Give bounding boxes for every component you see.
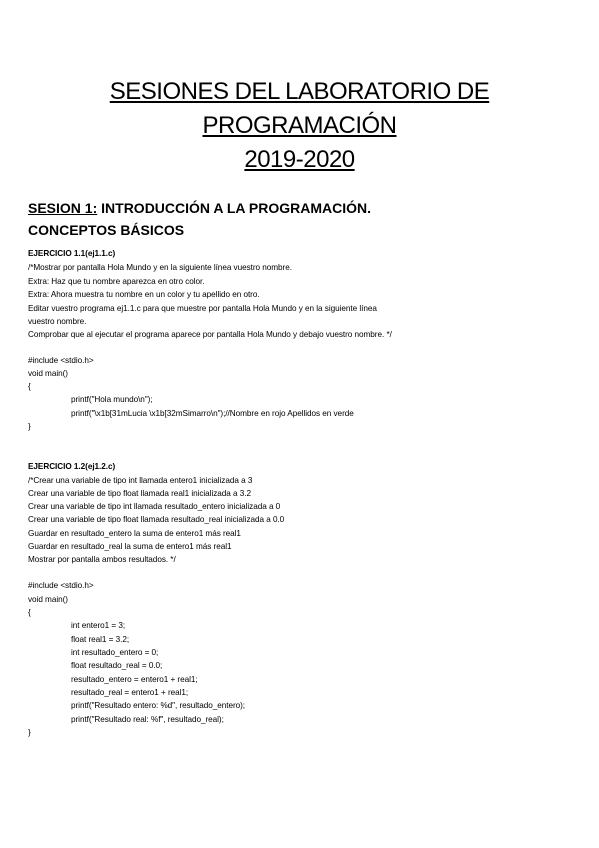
exercise-1-code-line: printf("\x1b[31mLucia \x1b[32mSimarro\n");//Nombre en rojo Apellidos en verde <box>71 409 354 418</box>
document-title-line-3: 2019-2020 <box>244 146 355 173</box>
exercise-2-code-line: float resultado_real = 0.0; <box>71 661 163 670</box>
exercise-1-statement-line: Editar vuestro programa ej1.1.c para que muestre por pantalla Hola Mundo y en la siguiente línea <box>28 304 377 313</box>
exercise-2-code-line: printf("Resultado entero: %d", resultado_entero); <box>71 701 246 710</box>
exercise-1-code-line: void main() <box>28 369 68 378</box>
exercise-1-code-line: { <box>28 382 31 391</box>
exercise-1-statement-line: Extra: Ahora muestra tu nombre en un color y tu apellido en otro. <box>28 290 260 299</box>
session-subtitle: CONCEPTOS BÁSICOS <box>28 222 185 239</box>
exercise-2-statement-line: Crear una variable de tipo float llamada real1 inicializada a 3.2 <box>28 489 251 498</box>
exercise-2-code-line: resultado_entero = entero1 + real1; <box>71 675 198 684</box>
exercise-2-code-line: { <box>28 608 31 617</box>
exercise-2-statement-line: /*Crear una variable de tipo int llamada entero1 inicializada a 3 <box>28 476 253 485</box>
exercise-2-code-line: printf("Resultado real: %f", resultado_real); <box>71 715 224 724</box>
session-title: INTRODUCCIÓN A LA PROGRAMACIÓN. <box>97 200 372 216</box>
exercise-1-code-line: printf("Hola mundo\n"); <box>71 395 153 404</box>
exercise-2-code-line: int resultado_entero = 0; <box>71 648 159 657</box>
exercise-2-code-line: } <box>28 728 31 737</box>
exercise-2-code-line: int entero1 = 3; <box>71 621 126 630</box>
document-title-line-2: PROGRAMACIÓN <box>202 112 397 139</box>
exercise-2-statement-line: Crear una variable de tipo int llamada resultado_entero inicializada a 0 <box>28 502 281 511</box>
exercise-1-header: EJERCICIO 1.1(ej1.1.c) <box>28 249 116 258</box>
session-label: SESION 1: <box>28 200 98 216</box>
session-heading <box>28 197 548 242</box>
exercise-1-code-line: #include <stdio.h> <box>28 356 94 365</box>
exercise-1-statement-line: Comprobar que al ejecutar el programa aparece por pantalla Hola Mundo y debajo vuestro nombre. */ <box>28 330 392 339</box>
exercise-2-statement-line: Mostrar por pantalla ambos resultados. */ <box>28 555 176 564</box>
exercise-2-statement-line: Guardar en resultado_entero la suma de entero1 más real1 <box>28 529 241 538</box>
exercise-1-code-line: } <box>28 422 31 431</box>
exercise-2-header: EJERCICIO 1.2(ej1.2.c) <box>28 462 116 471</box>
exercise-1-statement-line: vuestro nombre. <box>28 317 87 326</box>
exercise-2-statement-line: Guardar en resultado_real la suma de entero1 más real1 <box>28 542 232 551</box>
exercise-2-code-line: #include <stdio.h> <box>28 581 94 590</box>
exercise-1-statement-line: Extra: Haz que tu nombre aparezca en otro color. <box>28 277 205 286</box>
exercise-2-code-line: void main() <box>28 595 68 604</box>
document-title-line-1: SESIONES DEL LABORATORIO DE <box>109 78 490 105</box>
exercise-2-code-line: float real1 = 3.2; <box>71 635 130 644</box>
exercise-1-statement-line: /*Mostrar por pantalla Hola Mundo y en la siguiente línea vuestro nombre. <box>28 263 292 272</box>
exercise-2-code-line: resultado_real = entero1 + real1; <box>71 688 189 697</box>
exercise-2-statement-line: Crear una variable de tipo float llamada resultado_real inicializada a 0.0 <box>28 515 285 524</box>
